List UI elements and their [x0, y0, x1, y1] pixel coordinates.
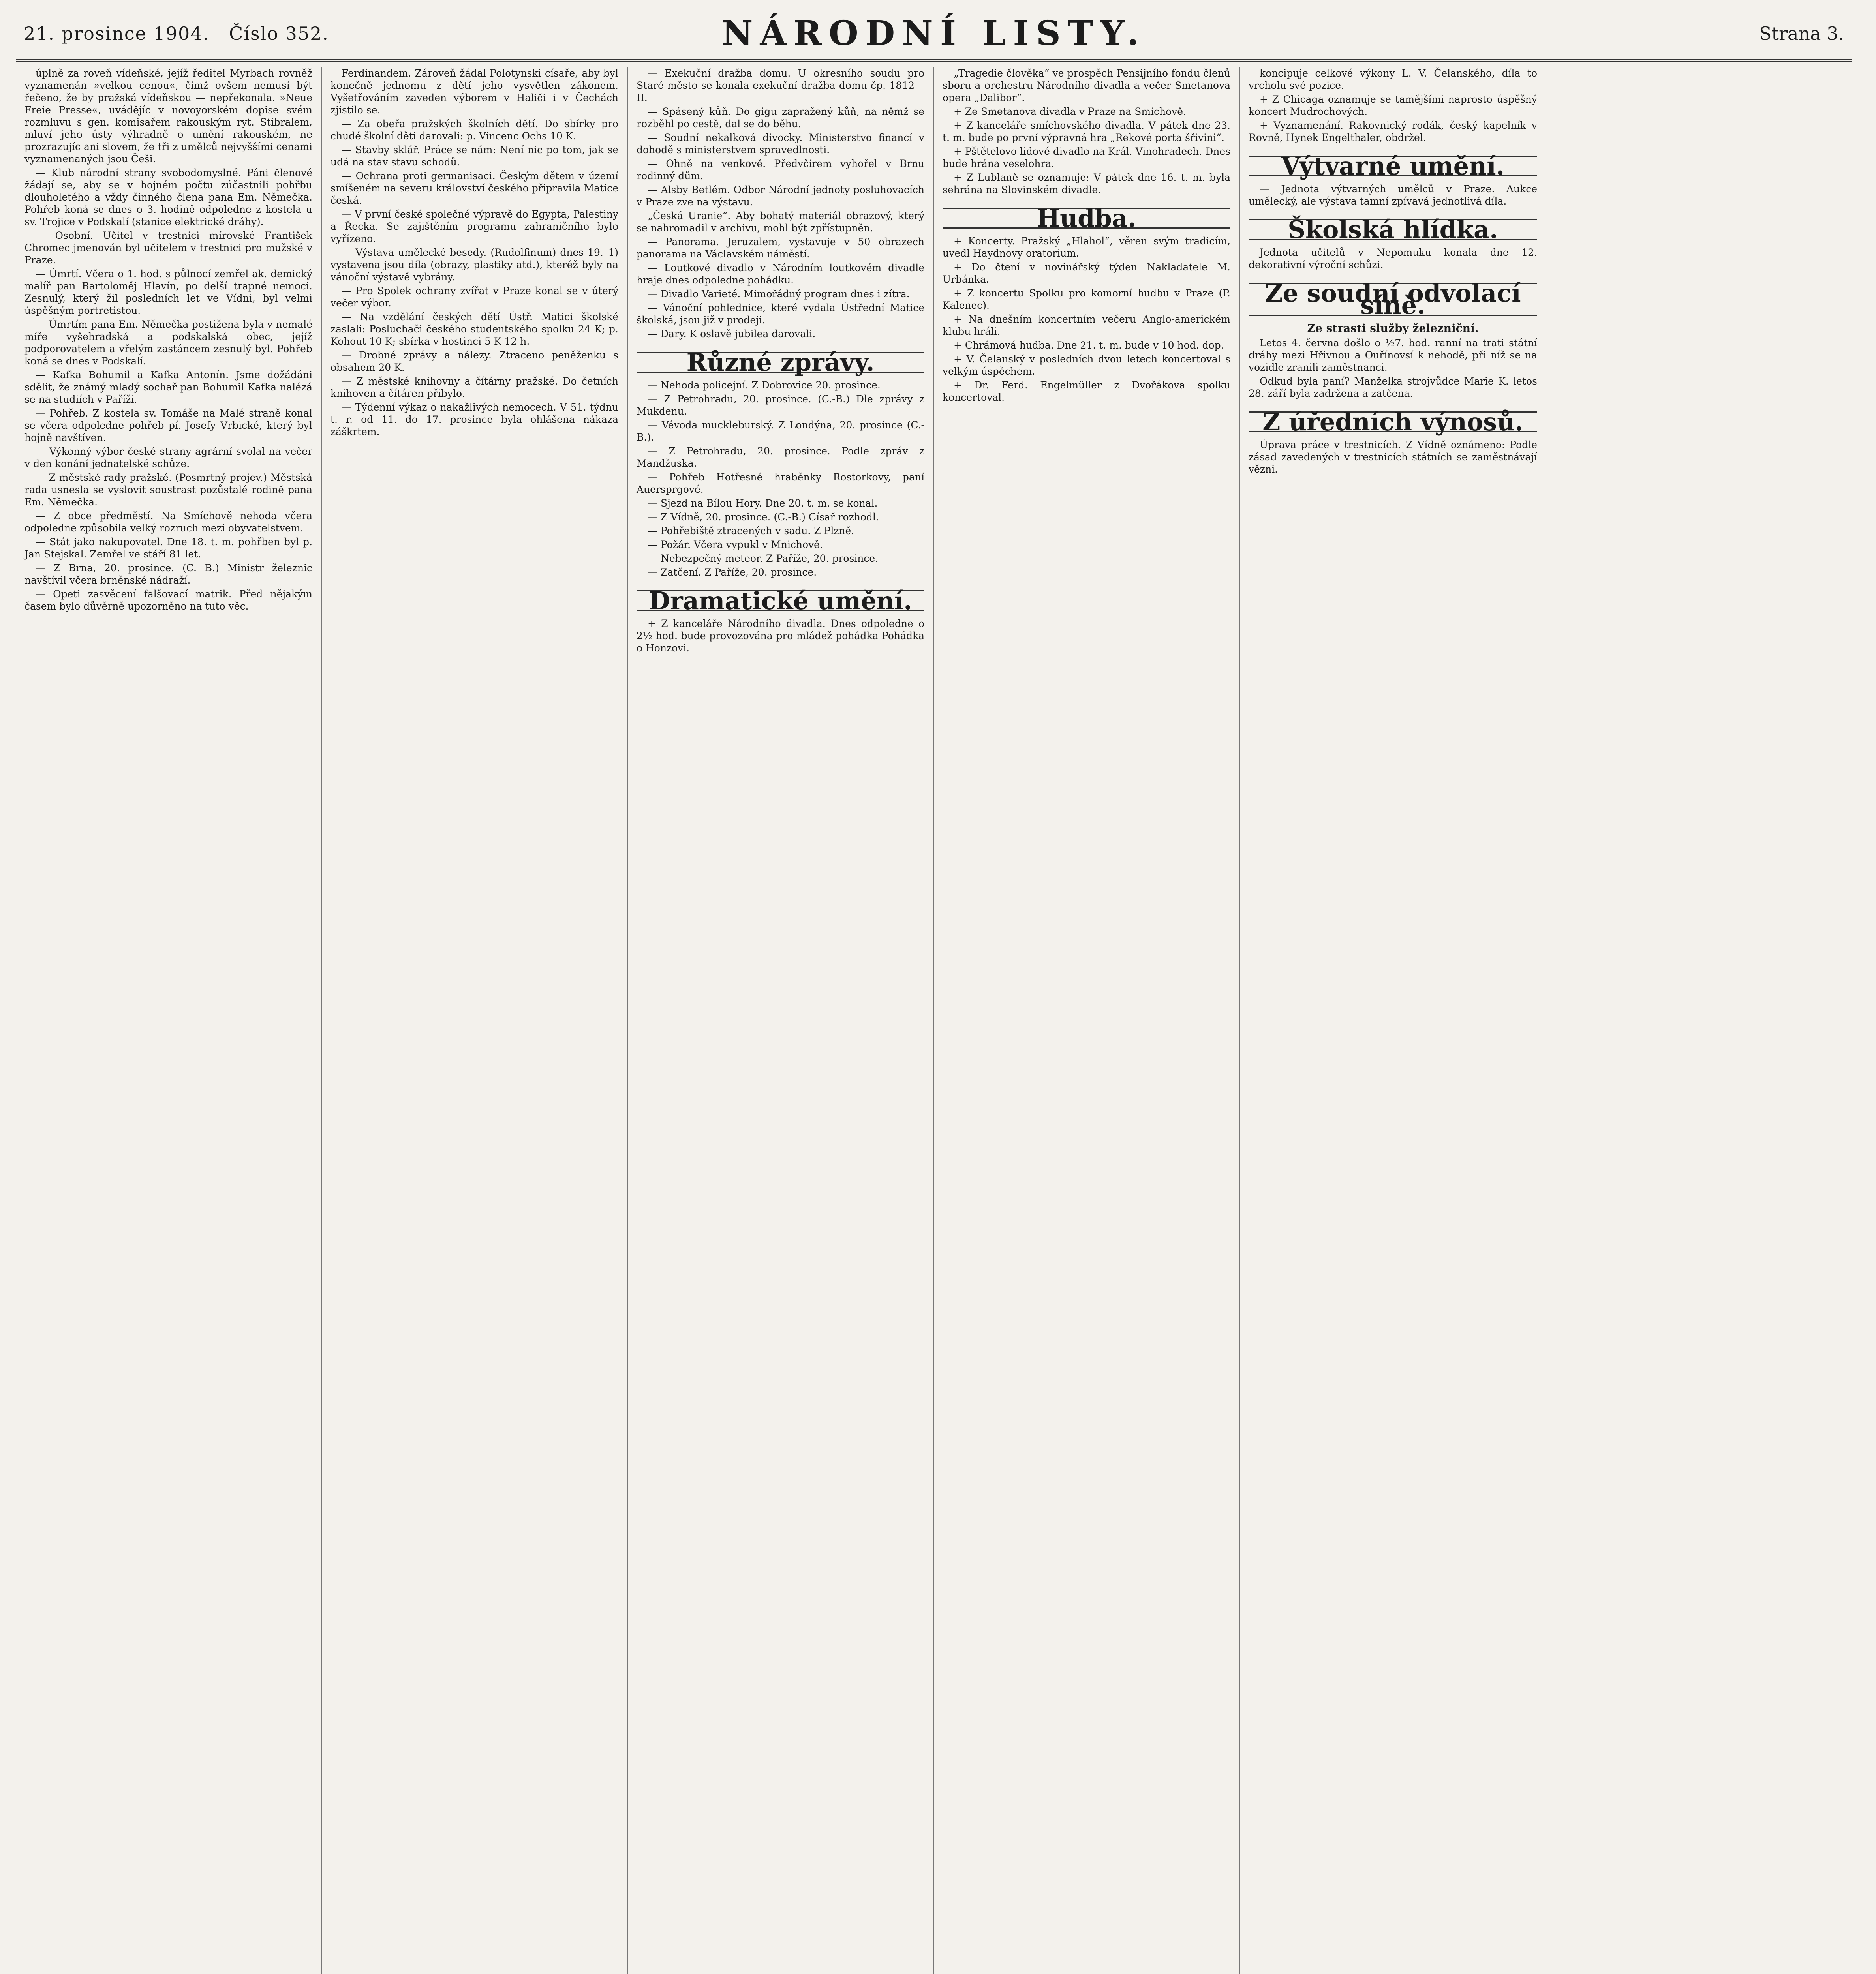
article-paragraph: — Pohřeb Hotřesné hraběnky Rostorkovy, paní Auersprgové. [637, 471, 924, 495]
article-paragraph: — Divadlo Varieté. Mimořádný program dnes i zítra. [648, 288, 910, 300]
issue-date: 21. prosince 1904. Číslo 352. [24, 23, 329, 44]
article-paragraph: „Česká Uranie“. Aby bohatý materiál obrazový, který se nahromadil v archivu, mohl být zpřístupněn. [637, 210, 924, 234]
article-paragraph: — Výstava umělecké besedy. (Rudolfinum) dnes 19.–1) vystavena jsou díla (obrazy, plastiky atd.), kteréž byly na vánoční výstavě vybrány. [331, 247, 618, 283]
article-paragraph: + Ze Smetanova divadla v Praze na Smíchově. [954, 106, 1187, 117]
article-paragraph: — Pro Spolek ochrany zvířat v Praze konal se v úterý večer výbor. [331, 285, 618, 309]
article-paragraph: — Z Vídně, 20. prosince. (C.-B.) Císař rozhodl. [648, 511, 879, 523]
article-paragraph: — Vévoda muckleburský. Z Londýna, 20. prosince (C.-B.). [637, 419, 924, 443]
section-heading-hudba: Hudba. [943, 208, 1230, 229]
masthead [16, 12, 1852, 62]
section-heading-soudni-sin: Ze soudní odvolací síně. [1249, 283, 1537, 316]
article-paragraph: — Stát jako nakupovatel. Dne 18. t. m. pohřben byl p. Jan Stejskal. Zemřel ve stáří 81 let. [24, 536, 312, 560]
article-paragraph: Úprava práce v trestnicích. Z Vídně oznámeno: Podle zásad zavedených v trestnicích státních se zaměstnávají vězni. [1249, 439, 1537, 475]
article-paragraph: Ferdinandem. Zároveň žádal Polotynski císaře, aby byl konečně jednomu z dětí jeho vysvětlen zákonem. Vyšetřováním zaveden výborem v Haliči i v Čechách zjistilo se. [331, 68, 618, 116]
article-paragraph: — Týdenní výkaz o nakažlivých nemocech. V 51. týdnu t. r. od 11. do 17. prosince byla ohlášena nákaza záškrtem. [331, 402, 618, 437]
article-paragraph: — Za obeřa pražských školních dětí. Do sbírky pro chudé školní děti darovali: p. Vincenc Ochs 10 K. [331, 118, 618, 142]
article-paragraph: + Na dnešním koncertním večeru Anglo-americkém klubu hráli. [943, 313, 1230, 337]
section-heading-ruzne-zpravy: Různé zprávy. [637, 352, 924, 373]
article-paragraph: — Ohně na venkově. Předvčírem vyhořel v Brnu rodinný dům. [637, 158, 924, 182]
article-paragraph: — Na vzdělání českých dětí Ústř. Matici školské zaslali: Posluchači českého studentského spolku 24 K; p. Kohout 10 K; sbírka v hostinci 5 K 12 h. [331, 311, 618, 347]
column-4 [934, 67, 1240, 1974]
article-paragraph: — Dary. K oslavě jubilea darovali. [648, 328, 816, 340]
column-1 [16, 67, 322, 1974]
newspaper-title: NÁRODNÍ LISTY. [721, 13, 1146, 53]
article-paragraph: — Úmrtím pana Em. Němečka postižena byla v nemalé míře vyšehradská a podskalská obec, jejíž podporovatelem a vřelým zastáncem zesnulý byl. Pohřeb koná se dnes v Podskalí. [24, 319, 312, 367]
article-paragraph: — Úmrtí. Včera o 1. hod. s půlnocí zemřel ak. demický malíř pan Bartoloměj Hlavín, po delší trapné nemoci. Zesnulý, který žil posledních let ve Vídni, byl velmi úspěšným portretistou. [24, 268, 312, 316]
article-paragraph: — Výkonný výbor české strany agrární svolal na večer v den konání jednatelské schůze. [24, 446, 312, 469]
article-paragraph: + Dr. Ferd. Engelmüller z Dvořákova spolku koncertoval. [943, 379, 1230, 403]
section-heading-dramaticke-umeni: Dramatické umění. [637, 590, 924, 611]
article-paragraph: — Drobné zprávy a nálezy. Ztraceno peněženku s obsahem 20 K. [331, 349, 618, 373]
section-heading-skolska-hlidka: Školská hlídka. [1249, 219, 1537, 240]
article-paragraph: úplně za roveň vídeňské, jejíž ředitel Myrbach rovněž vyznamenán »velkou cenou«, čímž ovšem nemusí být řečeno, že by pražská vídeňskou — nepřekonala. »Neue Freie Presse«, uvádějíc v novoyorském dopise svém rozmluvu s gen. komisařem rakouským ryt. Stibralem, mluví jeho ústy výhradně o umění rakouském, ne prozrazujíc ani slovem, že tři z umělců nejvyššími cenami vyznamenaných jsou Češi. [24, 68, 312, 165]
article-paragraph: — Pohřeb. Z kostela sv. Tomáše na Malé straně konal se včera odpoledne pohřeb pí. Josefy Vrbické, který byl hojně navštíven. [24, 407, 312, 443]
article-paragraph: — Nehoda policejní. Z Dobrovice 20. prosince. [648, 379, 881, 391]
article-paragraph: — Z obce předměstí. Na Smíchově nehoda včera odpoledne způsobila velký rozruch mezi obyvatelstvem. [24, 510, 312, 534]
column-3 [628, 67, 934, 1974]
article-paragraph: — Ochrana proti germanisaci. Českým dětem v území smíšeném na severu království českého připravila Matice česká. [331, 170, 618, 206]
article-paragraph: — Požár. Včera vypukl v Mnichově. [648, 539, 823, 550]
article-paragraph: + Z Chicaga oznamuje se tamějšími naprosto úspěšný koncert Mudrochových. [1249, 94, 1537, 117]
article-paragraph: — Spásený kůň. Do gigu zapražený kůň, na němž se rozběhl po cestě, dal se do běhu. [637, 106, 924, 129]
article-paragraph: + Z Lublaně se oznamuje: V pátek dne 16. t. m. byla sehrána na Slovinském divadle. [943, 172, 1230, 195]
article-paragraph: + Vyznamenání. Rakovnický rodák, český kapelník v Rovně, Hynek Engelthaler, obdržel. [1249, 120, 1537, 143]
article-paragraph: — Stavby sklář. Práce se nám: Není nic po tom, jak se udá na stav stavu schodů. [331, 144, 618, 168]
article-paragraph: Letos 4. června došlo o ½7. hod. ranní na trati státní dráhy mezi Hřivnou a Ouřínovsí k nehodě, při níž se na vozidle zranili zaměstnanci. [1249, 337, 1537, 373]
column-2 [322, 67, 628, 1974]
article-paragraph: — Exekuční dražba domu. U okresního soudu pro Staré město se konala exekuční dražba domu čp. 1812—II. [637, 68, 924, 103]
article-paragraph: + Do čtení v novinářský týden Nakladatele M. Urbánka. [943, 261, 1230, 285]
article-paragraph: — Pohřebiště ztracených v sadu. Z Plzně. [648, 525, 854, 537]
article-paragraph: — Nebezpečný meteor. Z Paříže, 20. prosince. [648, 553, 879, 564]
article-paragraph: — Z Petrohradu, 20. prosince. Podle zpráv z Mandžuska. [637, 445, 924, 469]
article-paragraph: — V první české společné výpravě do Egypta, Palestiny a Řecka. Se zajištěním programu zahraničního bylo vyřízeno. [331, 208, 618, 244]
article-paragraph: — Z městské knihovny a čítárny pražské. Do četních knihoven a čítáren přibylo. [331, 375, 618, 399]
issue-number: Číslo 352. [229, 23, 329, 44]
section-heading-uredni-vynosy: Z úředních výnosů. [1249, 411, 1537, 432]
article-paragraph: — Jednota výtvarných umělců v Praze. Aukce umělecký, ale výstava tamní zpívavá jednotlivá díla. [1249, 183, 1537, 207]
newspaper-page [16, 12, 1852, 1974]
section-heading-vytvarne-umeni: Výtvarné umění. [1249, 156, 1537, 176]
columns [16, 67, 1852, 1974]
column-5 [1240, 67, 1546, 1974]
article-paragraph: — Sjezd na Bílou Hory. Dne 20. t. m. se konal. [648, 497, 878, 509]
article-paragraph: — Kafka Bohumil a Kafka Antonín. Jsme dožádáni sdělit, že známý mladý sochař pan Bohumil Kafka nalézá se na studiích v Paříži. [24, 369, 312, 405]
article-paragraph: — Opeti zasvěcení falšovací matrik. Před nějakým časem bylo důvěrně upozorněno na tuto věc. [24, 588, 312, 612]
article-paragraph: + Pštětelovo lidové divadlo na Král. Vinohradech. Dnes bude hrána veselohra. [943, 146, 1230, 169]
article-paragraph: — Klub národní strany svobodomyslné. Páni členové žádají se, aby se v hojném počtu zúčastnili pohřbu dlouholetého a vždy činného člena pana Em. Němečka. Pohřeb koná se dnes o 3. hodině odpoledne z kostela u sv. Trojice v Podskalí (stanice elektrické dráhy). [24, 167, 312, 227]
article-paragraph: Jednota učitelů v Nepomuku konala dne 12. dekorativní výroční schůzi. [1249, 247, 1537, 270]
article-paragraph: + Z kanceláře smíchovského divadla. V pátek dne 23. t. m. bude po první výpravná hra „Rekové porta šřivini“. [943, 120, 1230, 143]
article-paragraph: + V. Čelanský v posledních dvou letech koncertoval s velkým úspěchem. [943, 353, 1230, 377]
article-paragraph: + Z koncertu Spolku pro komorní hudbu v Praze (P. Kalenec). [943, 287, 1230, 311]
article-paragraph: Odkud byla paní? Manželka strojvůdce Marie K. letos 28. září byla zadržena a zatčena. [1249, 375, 1537, 399]
article-paragraph: — Zatčení. Z Paříže, 20. prosince. [648, 567, 817, 578]
article-paragraph: + Koncerty. Pražský „Hlahol“, věren svým tradicím, uvedl Haydnovy oratorium. [943, 235, 1230, 259]
article-paragraph: — Alsby Betlém. Odbor Národní jednoty posluhovacích v Praze zve na výstavu. [637, 184, 924, 208]
article-paragraph: + Chrámová hudba. Dne 21. t. m. bude v 10 hod. dop. [954, 340, 1224, 351]
article-paragraph: + Z kanceláře Národního divadla. Dnes odpoledne o 2½ hod. bude provozována pro mládež pohádka Pohádka o Honzovi. [637, 618, 924, 654]
article-subheading: Ze strasti služby železniční. [1307, 322, 1479, 335]
article-paragraph: — Z Petrohradu, 20. prosince. (C.-B.) Dle zprávy z Mukdenu. [637, 393, 924, 417]
article-paragraph: — Z Brna, 20. prosince. (C. B.) Ministr železnic navštívil včera brněnské nádraží. [24, 562, 312, 586]
article-paragraph: — Loutkové divadlo v Národním loutkovém divadle hraje dnes odpoledne pohádku. [637, 262, 924, 286]
article-paragraph: — Soudní nekalková divocky. Ministerstvo financí v dohodě s ministerstvem spravedlnosti. [637, 132, 924, 156]
article-paragraph: koncipuje celkové výkony L. V. Čelanského, díla to vrcholu své pozice. [1249, 68, 1537, 91]
article-paragraph: — Panorama. Jeruzalem, vystavuje v 50 obrazech panorama na Václavském náměstí. [637, 236, 924, 260]
page-number: Strana 3. [1759, 23, 1844, 44]
article-paragraph: — Osobní. Učitel v trestnici mírovské František Chromec jmenován byl učitelem v trestnici pro mužské v Praze. [24, 230, 312, 266]
article-paragraph: — Vánoční pohlednice, které vydala Ústřední Matice školská, jsou již v prodeji. [637, 302, 924, 326]
article-paragraph: — Z městské rady pražské. (Posmrtný projev.) Městská rada usnesla se vyslovit soustrast pozůstalé rodině pana Em. Němečka. [24, 472, 312, 508]
article-paragraph: „Tragedie člověka“ ve prospěch Pensijního fondu členů sboru a orchestru Národního divadla a večer Smetanova opera „Dalibor“. [943, 68, 1230, 103]
